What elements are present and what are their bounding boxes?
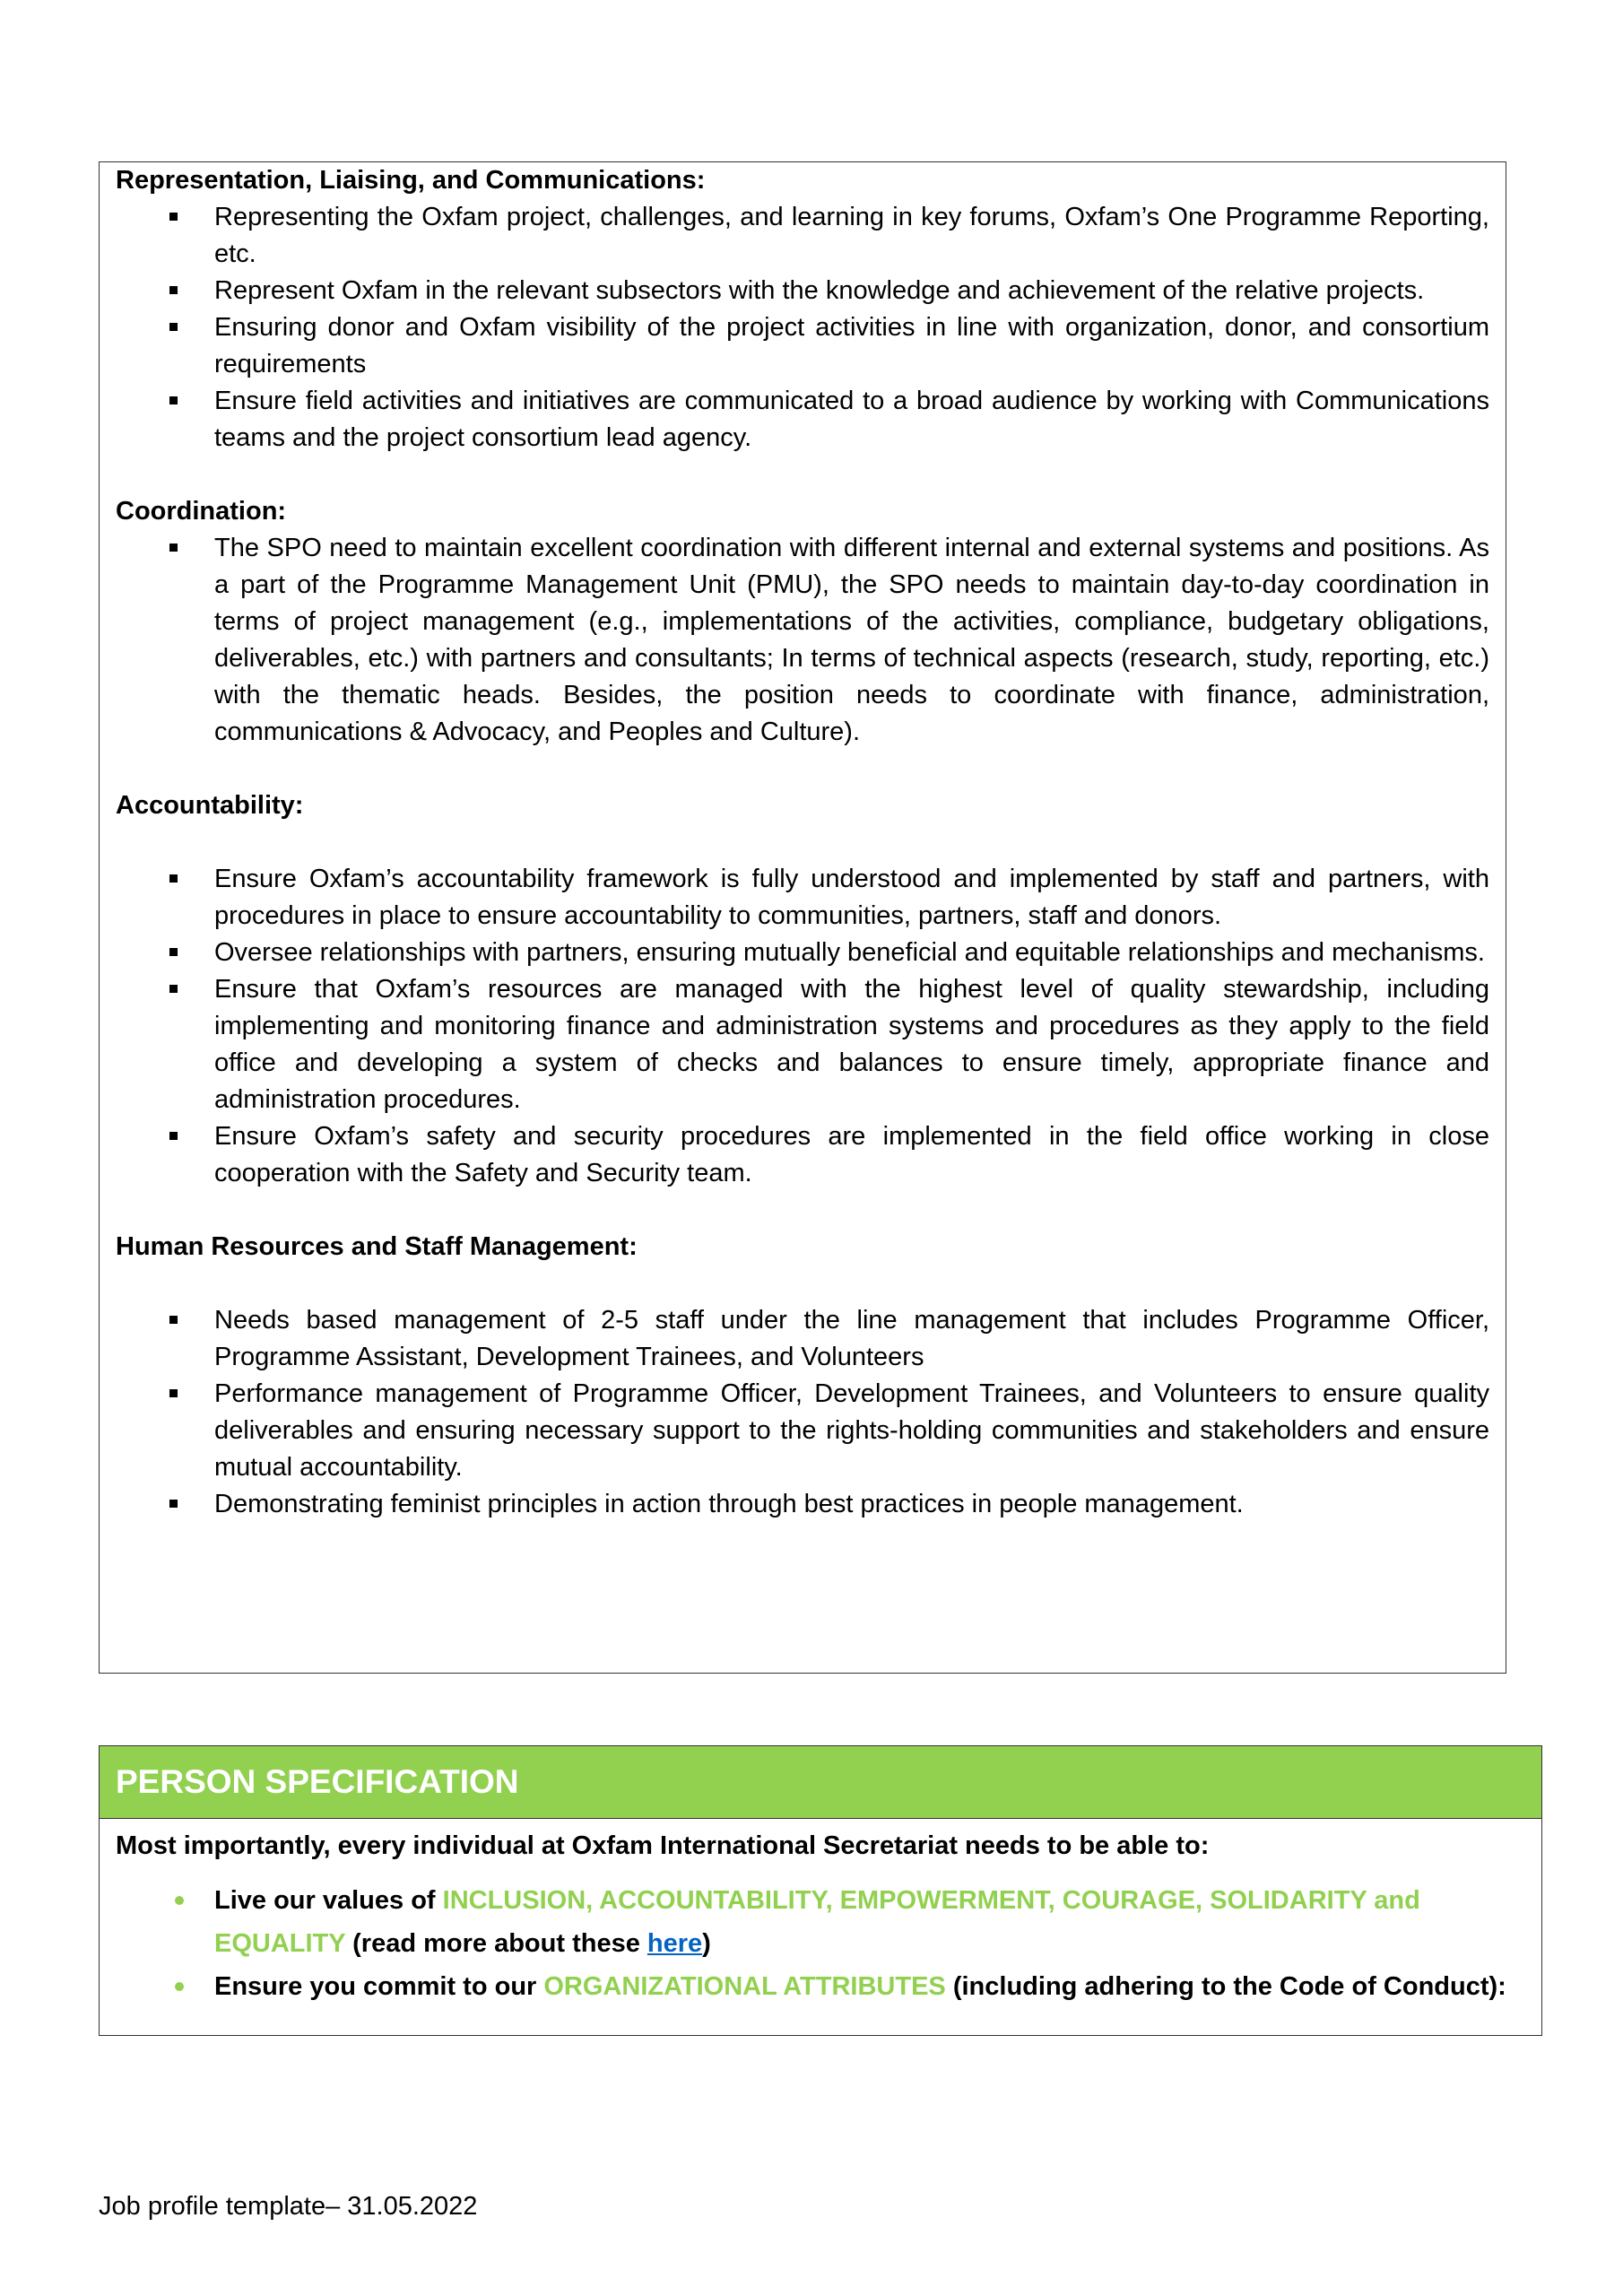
values-keywords: INCLUSION, ACCOUNTABILITY, EMPOWERMENT, COURAGE, SOLIDARITY and EQUALITY (214, 1886, 1420, 1958)
list-item: The SPO need to maintain excellent coordination with different internal and external systems and positions. As a part of the Programme Management Unit (PMU), the SPO needs to maintain day-to-day coordination in terms of project management (e.g., implementations of the activities, compliance, budgetary obligations, deliverables, etc.) with partners and consultants; In terms of technical aspects (research, study, reporting, etc.) with the thematic heads. Besides, the position needs to coordinate with finance, administration, communications & Advocacy, and Peoples and Culture). (116, 530, 1489, 751)
responsibilities-box (99, 161, 1506, 1674)
list-item: Needs based management of 2-5 staff under the line management that includes Programme Officer, Programme Assistant, Development Trainees, and Volunteers (116, 1302, 1489, 1376)
section-title-coordination: Coordination: (116, 497, 287, 526)
list-item: Demonstrating feminist principles in action through best practices in people management. (116, 1486, 1489, 1523)
values-list (116, 1879, 1525, 2008)
person-specification-intro: Most importantly, every individual at Oxfam International Secretariat needs to be able to: (116, 1831, 1210, 1860)
list-item: Ensure Oxfam’s accountability framework is fully understood and implemented by staff and partners, with procedures in place to ensure accountability to communities, partners, staff and donors. (116, 861, 1489, 935)
attributes-suffix: (including adhering to the Code of Conduct): (945, 1972, 1506, 2001)
attributes-prefix: Ensure you commit to our (214, 1972, 544, 2001)
section-title-accountability: Accountability: (116, 791, 304, 820)
list-item: Oversee relationships with partners, ensuring mutually beneficial and equitable relationships and mechanisms. (116, 935, 1489, 971)
coordination-list (116, 530, 1489, 751)
list-item: Ensuring donor and Oxfam visibility of the project activities in line with organization, donor, and consortium requirements (116, 309, 1489, 383)
human-resources-list (116, 1302, 1489, 1523)
values-prefix: Live our values of (214, 1886, 443, 1915)
representation-list (116, 199, 1489, 457)
list-item: Represent Oxfam in the relevant subsectors with the knowledge and achievement of the relative projects. (116, 273, 1489, 309)
person-specification-header: PERSON SPECIFICATION (100, 1746, 1541, 1819)
section-title-representation: Representation, Liaising, and Communications: (116, 166, 706, 195)
accountability-list (116, 861, 1489, 1192)
person-specification-box (99, 1745, 1542, 2036)
attributes-keyword: ORGANIZATIONAL ATTRIBUTES (543, 1972, 946, 2001)
list-item-values (116, 1879, 1525, 1965)
footer-text: Job profile template– 31.05.2022 (99, 2192, 478, 2221)
list-item-attributes (116, 1965, 1525, 2008)
values-mid: (read more about these (345, 1929, 647, 1958)
list-item: Ensure Oxfam’s safety and security procedures are implemented in the field office working in close cooperation with the Safety and Security team. (116, 1118, 1489, 1192)
list-item: Representing the Oxfam project, challenges, and learning in key forums, Oxfam’s One Programme Reporting, etc. (116, 199, 1489, 273)
section-title-human-resources: Human Resources and Staff Management: (116, 1232, 638, 1261)
list-item: Ensure that Oxfam’s resources are managed with the highest level of quality stewardship, including implementing and monitoring finance and administration systems and procedures as they apply to the field office and developing a system of checks and balances to ensure timely, appropriate finance and administration procedures. (116, 971, 1489, 1118)
list-item: Ensure field activities and initiatives are communicated to a broad audience by working with Communications teams and the project consortium lead agency. (116, 383, 1489, 457)
values-suffix: ) (702, 1929, 711, 1958)
list-item: Performance management of Programme Officer, Development Trainees, and Volunteers to ensure quality deliverables and ensuring necessary support to the rights-holding communities and stakeholders and ensure mutual accountability. (116, 1376, 1489, 1486)
here-link[interactable]: here (647, 1929, 703, 1958)
